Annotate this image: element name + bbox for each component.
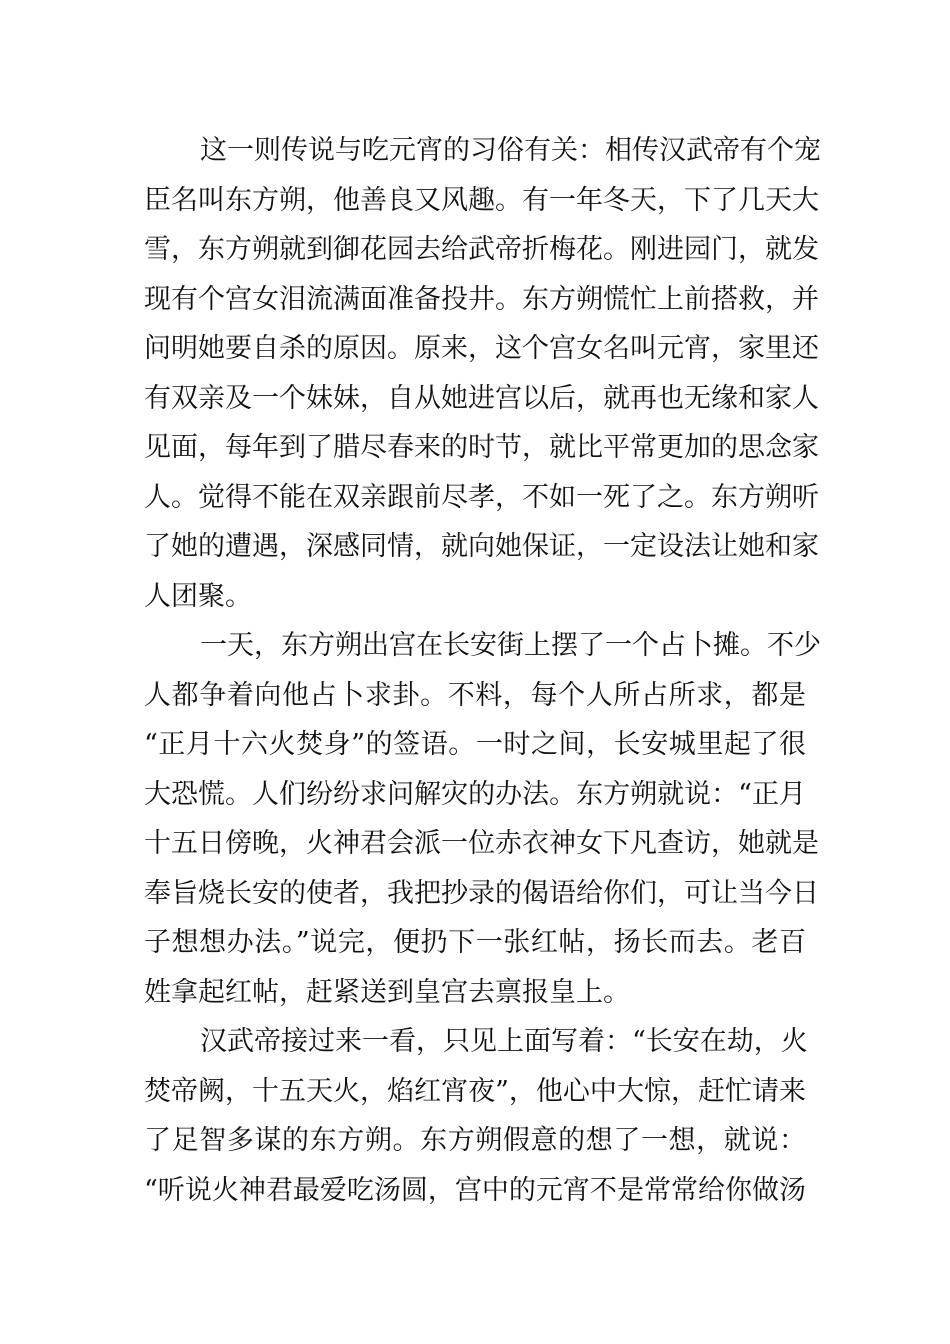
paragraph-3 xyxy=(144,1017,806,1215)
text-line: 大恐慌。人们纷纷求问解灾的办法。东方朔就说：“正月 xyxy=(144,778,806,810)
text-line: “听说火神君最爱吃汤圆，宫中的元宵不是常常给你做汤 xyxy=(144,1174,806,1206)
text-line: 有双亲及一个妹妹，自从她进宫以后，就再也无缘和家人 xyxy=(144,382,819,414)
text-line: “正月十六火焚身”的签语。一时之间，长安城里起了很 xyxy=(144,729,806,760)
text-line: 人都争着向他占卜求卦。不料，每个人所占所求，都是 xyxy=(144,679,806,711)
text-line: 臣名叫东方朔，他善良又风趣。有一年冬天，下了几天大 xyxy=(144,184,819,216)
text-line: 问明她要自杀的原因。原来，这个宫女名叫元宵，家里还 xyxy=(144,333,819,364)
text-line: 雪，东方朔就到御花园去给武帝折梅花。刚进园门，就发 xyxy=(144,234,819,265)
text-line: 了她的遭遇，深感同情，就向她保证，一定设法让她和家 xyxy=(144,531,819,562)
text-line: 人团聚。 xyxy=(144,580,252,612)
text-line: 人。觉得不能在双亲跟前尽孝，不如一死了之。东方朔听 xyxy=(144,481,819,513)
text-line: 子想想办法。”说完，便扔下一张红帖，扬长而去。老百 xyxy=(144,927,806,958)
document-body xyxy=(144,126,821,1215)
text-line: 焚帝阙，十五天火，焰红宵夜”，他心中大惊，赶忙请来 xyxy=(144,1075,806,1107)
text-line: 奉旨烧长安的使者，我把抄录的偈语给你们，可让当今日 xyxy=(144,877,819,909)
text-line: 现有个宫女泪流满面准备投井。东方朔慌忙上前搭救，并 xyxy=(144,283,819,315)
text-line: 姓拿起红帖，赶紧送到皇宫去禀报皇上。 xyxy=(144,976,630,1008)
text-line: 了足智多谋的东方朔。东方朔假意的想了一想，就说： xyxy=(144,1125,806,1156)
text-line: 十五日傍晚，火神君会派一位赤衣神女下凡查访，她就是 xyxy=(144,828,819,859)
text-line: 见面，每年到了腊尽春来的时节，就比平常更加的思念家 xyxy=(144,432,819,463)
text-line: 汉武帝接过来一看，只见上面写着：“长安在劫，火 xyxy=(200,1026,808,1057)
text-line: 这一则传说与吃元宵的习俗有关：相传汉武帝有个宠 xyxy=(200,135,821,166)
text-line: 一天，东方朔出宫在长安街上摆了一个占卜摊。不少 xyxy=(200,630,821,661)
paragraph-1 xyxy=(144,126,821,621)
paragraph-2 xyxy=(144,621,821,1017)
